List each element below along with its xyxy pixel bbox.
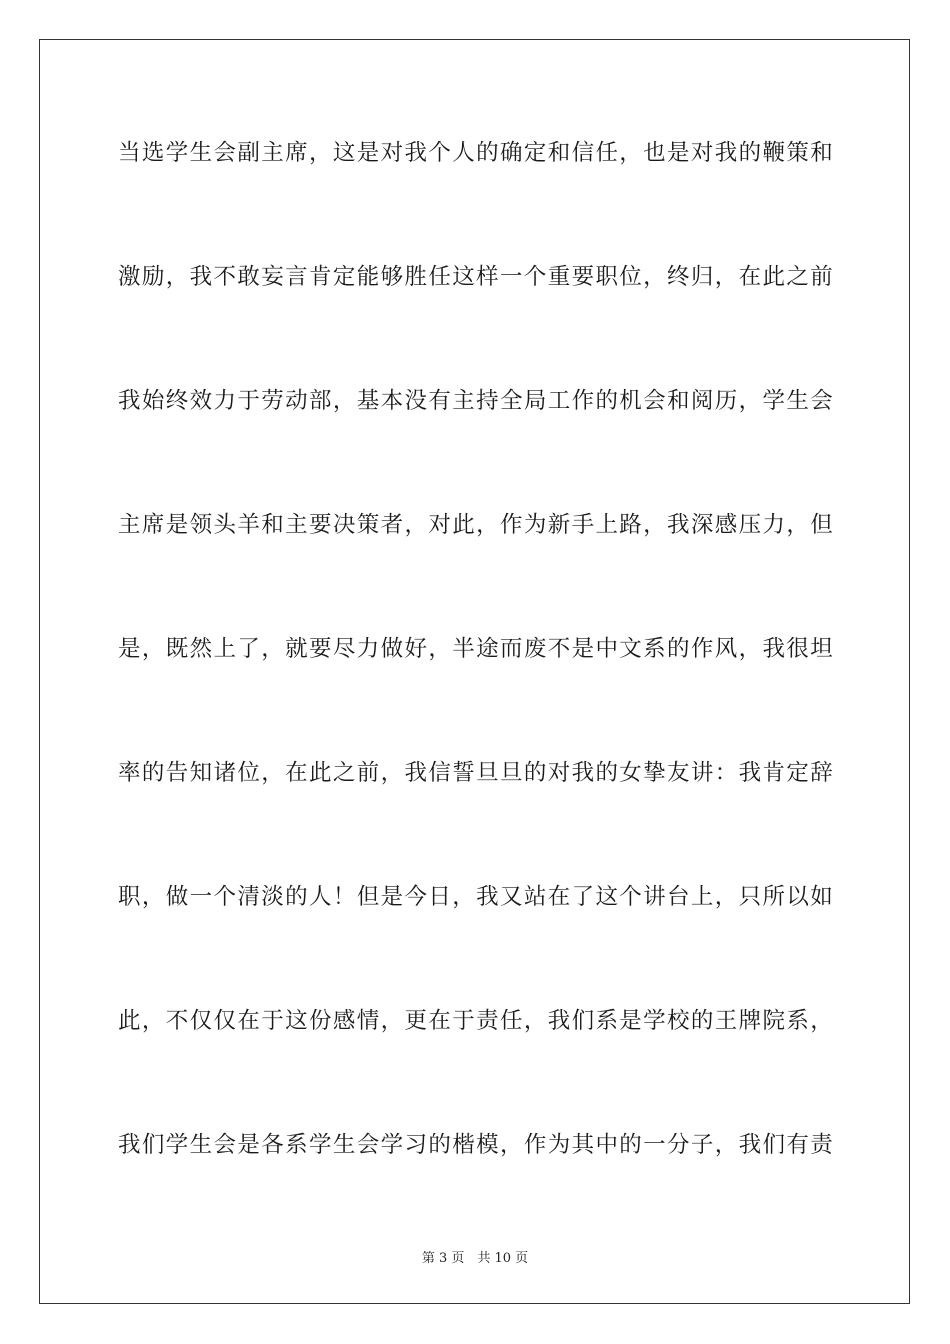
page-number: 第 3 页 共 10 页 [421, 1251, 529, 1266]
text-line: 主席是领头羊和主要决策者，对此，作为新手上路，我深感压力，但 [118, 512, 834, 538]
document-body [118, 128, 834, 1244]
text-line: 此，不仅仅在于这份感情，更在于责任，我们系是学校的王牌院系， [118, 1008, 834, 1034]
text-line: 职，做一个清淡的人！但是今日，我又站在了这个讲台上，只所以如 [118, 884, 834, 910]
text-line: 我始终效力于劳动部，基本没有主持全局工作的机会和阅历，学生会 [118, 388, 834, 414]
text-line: 率的告知诸位，在此之前，我信誓旦旦的对我的女挚友讲：我肯定辞 [118, 760, 834, 786]
text-line: 是，既然上了，就要尽力做好，半途而废不是中文系的作风，我很坦 [118, 636, 834, 662]
text-line: 当选学生会副主席，这是对我个人的确定和信任，也是对我的鞭策和 [118, 140, 834, 166]
text-line: 激励，我不敢妄言肯定能够胜任这样一个重要职位，终归，在此之前 [118, 264, 834, 290]
text-line: 我们学生会是各系学生会学习的楷模，作为其中的一分子，我们有责 [118, 1132, 834, 1158]
